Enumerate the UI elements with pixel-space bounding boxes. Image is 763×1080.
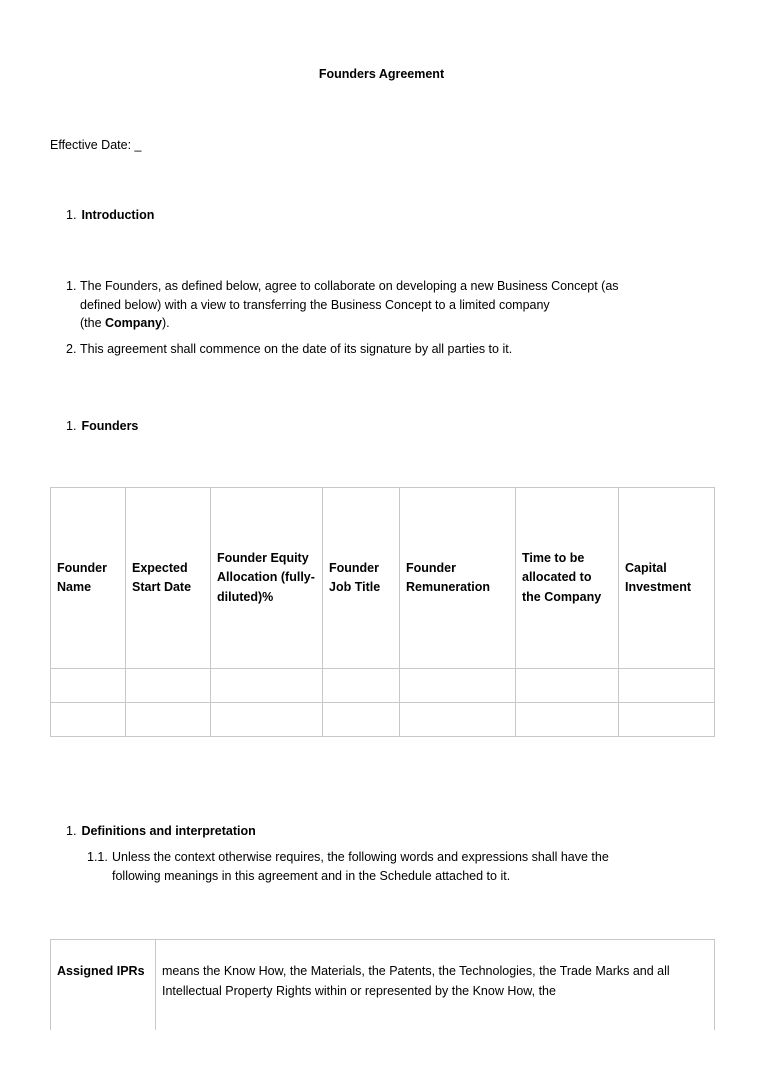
- text-line: The Founders, as defined below, agree to collaborate on developing a new Business Concept (as: [80, 279, 619, 293]
- column-header: Founder Job Title: [323, 488, 400, 669]
- table-cell[interactable]: [516, 669, 619, 703]
- section-number: 1.: [66, 419, 77, 433]
- introduction-list: [66, 277, 706, 358]
- section-title: Introduction: [81, 208, 155, 222]
- section-heading-definitions: [66, 824, 256, 838]
- table-cell[interactable]: [619, 669, 715, 703]
- column-header: Founder Remuneration: [400, 488, 516, 669]
- section-heading-introduction: [66, 208, 154, 222]
- section-title: Definitions and interpretation: [81, 824, 256, 838]
- list-item: [66, 340, 706, 359]
- table-cell[interactable]: [211, 703, 323, 737]
- column-header: Time to be allocated to the Company: [516, 488, 619, 669]
- definitions-table: [50, 939, 715, 1030]
- section-number: 1.: [66, 208, 77, 222]
- table-cell[interactable]: [51, 703, 126, 737]
- effective-date: Effective Date: _: [50, 138, 142, 152]
- column-header: Founder Equity Allocation (fully-diluted)%: [211, 488, 323, 669]
- table-header-row: [51, 488, 715, 669]
- document-title: Founders Agreement: [318, 67, 445, 81]
- text-line: Unless the context otherwise requires, the following words and expressions shall have the: [112, 850, 609, 864]
- definitions-clause: [87, 848, 707, 885]
- column-header: Capital Investment: [619, 488, 715, 669]
- text-fragment: ).: [161, 316, 170, 330]
- table-cell[interactable]: [619, 703, 715, 737]
- table-cell[interactable]: [126, 703, 211, 737]
- table-cell[interactable]: [516, 703, 619, 737]
- list-item: [66, 277, 706, 333]
- definition-term: Assigned IPRs: [51, 940, 156, 1031]
- table-cell[interactable]: [400, 703, 516, 737]
- text-fragment: (the: [80, 316, 106, 330]
- list-item-number: 1.: [66, 279, 77, 293]
- table-row: [51, 669, 715, 703]
- section-title: Founders: [81, 419, 139, 433]
- defined-term: Company: [105, 316, 162, 330]
- list-item-text: [80, 277, 706, 333]
- table-cell[interactable]: [323, 703, 400, 737]
- column-header: Expected Start Date: [126, 488, 211, 669]
- table-row: [51, 940, 715, 1031]
- table-cell[interactable]: [400, 669, 516, 703]
- list-item-text: [112, 848, 707, 885]
- list-item-text: This agreement shall commence on the date of its signature by all parties to it.: [80, 341, 513, 356]
- text-line: following meanings in this agreement and in the Schedule attached to it.: [112, 868, 511, 883]
- table-cell[interactable]: [323, 669, 400, 703]
- table-cell[interactable]: [211, 669, 323, 703]
- founders-table: [50, 487, 715, 737]
- text-line: defined below) with a view to transferring the Business Concept to a limited company: [80, 297, 550, 312]
- table-cell[interactable]: [51, 669, 126, 703]
- list-item-number: 1.1.: [87, 850, 108, 864]
- table-cell[interactable]: [126, 669, 211, 703]
- list-item-number: 2.: [66, 341, 77, 356]
- column-header: Founder Name: [51, 488, 126, 669]
- list-item: [87, 848, 707, 885]
- table-row: [51, 703, 715, 737]
- section-heading-founders: [66, 419, 138, 433]
- definition-text: means the Know How, the Materials, the Patents, the Technologies, the Trade Marks and all Intellectual Property Rights within or represented by the Know How, the: [156, 940, 715, 1031]
- section-number: 1.: [66, 824, 77, 838]
